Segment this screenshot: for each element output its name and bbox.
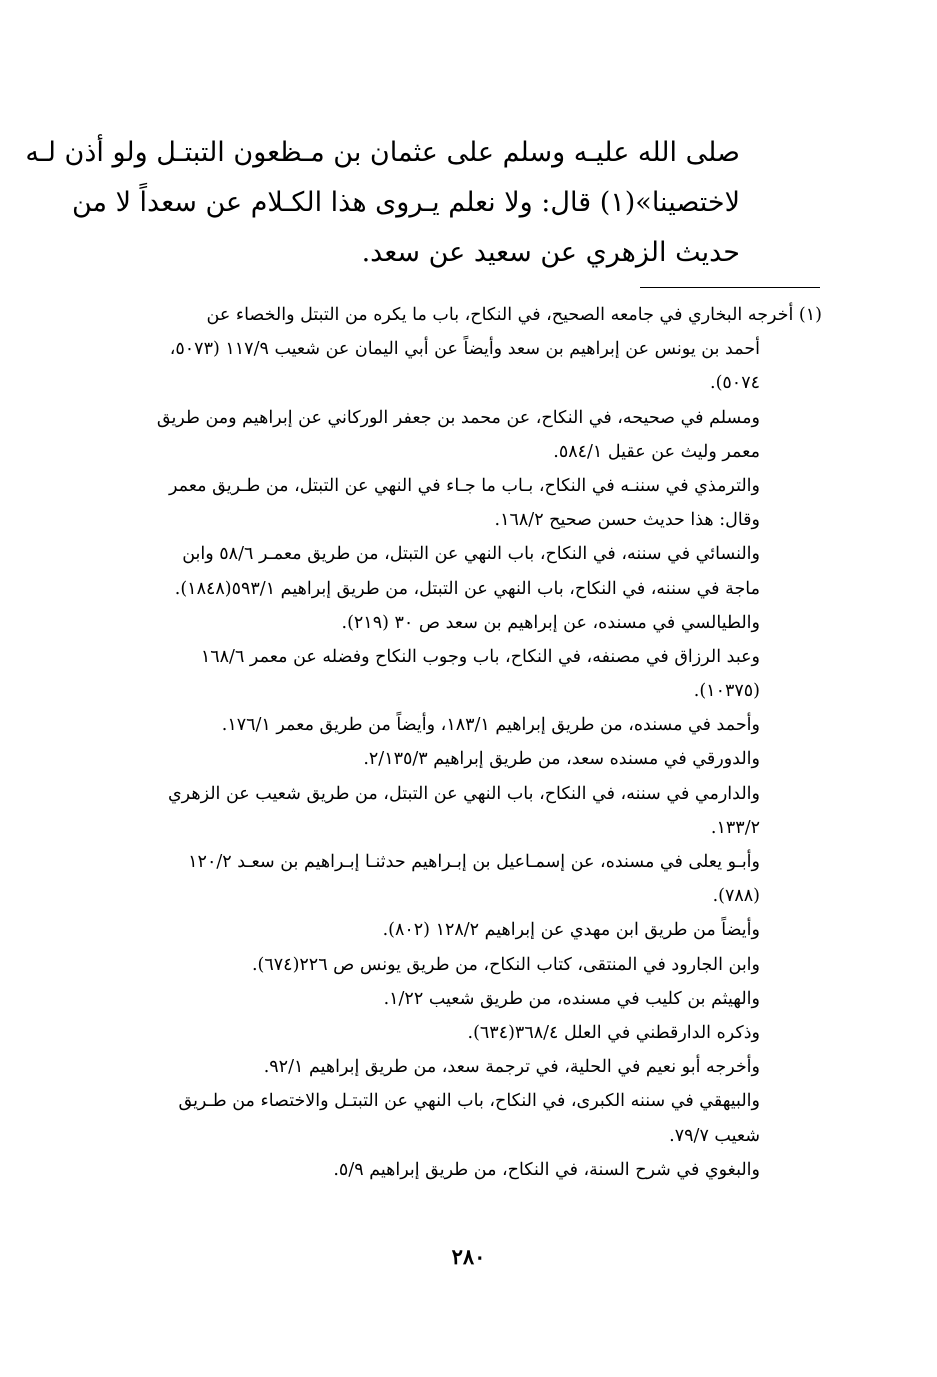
footnote-separator (640, 287, 820, 288)
footnote-line: وقال: هذا حديث حسن صحيح ١٦٨/٢. (494, 510, 760, 531)
footnote-line: ٥٠٧٤). (710, 373, 760, 394)
footnote-line: وعبد الرزاق في مصنفه، في النكاح، باب وجوب النكاح وفضله عن معمر ١٦٨/٦ (200, 646, 760, 667)
footnote-line: وابن الجارود في المنتقى، كتاب النكاح، من طريق يونس ص ٢٢٦(٦٧٤). (251, 954, 760, 975)
footnote-line: والبيهقي في سننه الكبرى، في النكاح، باب النهي عن التبتـل والاختصاء من طـريق (178, 1091, 760, 1112)
footnotes-block (116, 298, 822, 1187)
footnote-line: ومسلم في صحيحه، في النكاح، عن محمد بن جعفر الوركاني عن إبراهيم ومن طريق (156, 407, 760, 428)
footnote-line: وأبـو يعلى في مسنده، عن إسمـاعيل بن إبـراهيم حدثنـا إبـراهيم بن سعـد ١٢٠/٢ (188, 852, 760, 872)
footnote-line: والطيالسي في مسنده، عن إبراهيم بن سعد ص ٣٠ (٢١٩). (341, 612, 760, 633)
footnote-line: شعيب ٧٩/٧. (669, 1125, 760, 1146)
main-text-line: حديث الزهري عن سعيد عن سعد. (361, 237, 740, 268)
footnote-line: (١٠٣٧٥). (693, 681, 760, 702)
footnote-line: وأحمد في مسنده، من طريق إبراهيم ١٨٣/١، وأيضاً من طريق معمر ١٧٦/١. (221, 715, 760, 736)
main-text-block (25, 128, 740, 278)
footnote-line: ماجة في سننه، في النكاح، باب النهي عن التبتل، من طريق إبراهيم ٥٩٣/١(١٨٤٨). (174, 578, 760, 599)
footnote-line: والنسائي في سننه، في النكاح، باب النهي عن التبتل، من طريق معمـر ٥٨/٦ وابن (182, 544, 760, 565)
footnote-line: أحمد بن يونس عن إبراهيم بن سعد وأيضاً عن أبي اليمان عن شعيب ١١٧/٩ (٥٠٧٣، (169, 339, 760, 360)
footnote-line: ١٣٣/٢. (710, 817, 760, 838)
footnote-line: وذكره الدارقطني في العلل ٣٦٨/٤(٦٣٤). (467, 1022, 760, 1043)
main-text-line: صلى الله عليـه وسلم على عثمان بن مـظعون التبتـل ولو أذن لـه (25, 137, 740, 168)
footnote-line: وأيضاً من طريق ابن مهدي عن إبراهيم ١٢٨/٢ (٨٠٢). (382, 920, 760, 941)
footnote-line: والترمذي في سننـه في النكاح، بـاب ما جـاء في النهي عن التبتل، من طـريق معمر (168, 475, 760, 496)
page-number: ٢٨٠ (451, 1244, 486, 1269)
footnote-line: والهيثم بن كليب في مسنده، من طريق شعيب ١/٢٢. (383, 988, 760, 1009)
footnote-line: والبغوي في شرح السنة، في النكاح، من طريق إبراهيم ٥/٩. (333, 1159, 760, 1180)
footnote-line: (٧٨٨). (712, 886, 760, 907)
footnote-line: والدارمي في سننه، في النكاح، باب النهي عن التبتل، من طريق شعيب عن الزهري (167, 783, 760, 804)
main-text-line: لاختصينا»(١) قال: ولا نعلم يـروى هذا الكـلام عن سعداً لا من (71, 187, 740, 218)
footnote-line: والدورقي في مسنده سعد، من طريق إبراهيم ٢/١٣٥/٣. (363, 749, 760, 770)
footnote-line: معمر وليث عن عقيل ٥٨٤/١. (553, 441, 760, 462)
footnote-line: وأخرجه أبو نعيم في الحلية، في ترجمة سعد، من طريق إبراهيم ٩٢/١. (263, 1057, 760, 1078)
footnote-line: (١) أخرجه البخاري في جامعه الصحيح، في النكاح، باب ما يكره من التبتل والخصاء عن (206, 305, 822, 325)
